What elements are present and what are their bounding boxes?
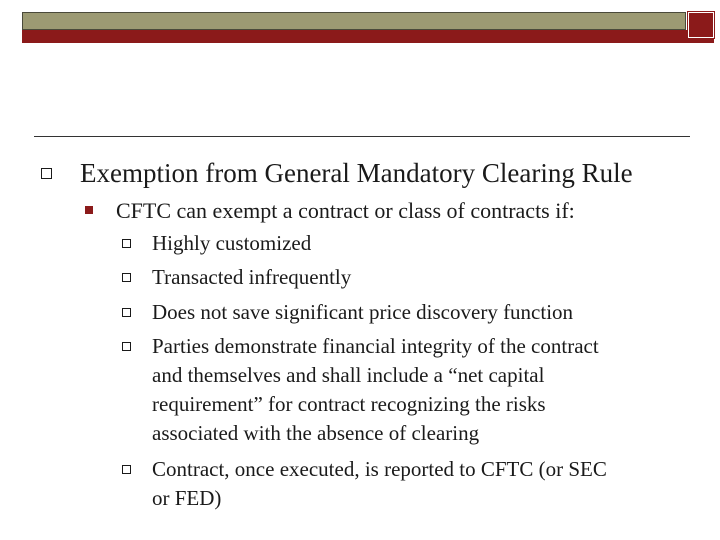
bullet-square-icon <box>122 308 131 317</box>
list-item-line: Contract, once executed, is reported to CFTC (or SEC <box>152 457 607 481</box>
bullet-square-icon <box>122 465 131 474</box>
slide-heading: Exemption from General Mandatory Clearing Rule <box>80 158 633 188</box>
bullet-square-icon <box>122 273 131 282</box>
list-item-line: requirement” for contract recognizing the risks <box>152 392 546 416</box>
bullet-filled-square-icon <box>85 206 93 214</box>
list-item-line: Transacted infrequently <box>152 265 352 289</box>
sub-heading: CFTC can exempt a contract or class of contracts if: <box>116 198 575 223</box>
list-item-line: Highly customized <box>152 231 312 255</box>
list-item-line: or FED) <box>152 486 222 510</box>
header-red-bar <box>22 30 714 43</box>
list-item-line: Parties demonstrate financial integrity of the contract <box>152 334 599 358</box>
bullet-square-icon <box>41 168 52 179</box>
list-item-line: associated with the absence of clearing <box>152 421 480 445</box>
header-corner-square <box>688 12 714 38</box>
bullet-square-icon <box>122 239 131 248</box>
header-olive-bar <box>22 12 686 30</box>
list-item-line: Does not save significant price discovery function <box>152 300 574 324</box>
title-divider <box>34 136 690 137</box>
list-item-line: and themselves and shall include a “net capital <box>152 363 545 387</box>
bullet-square-icon <box>122 342 131 351</box>
